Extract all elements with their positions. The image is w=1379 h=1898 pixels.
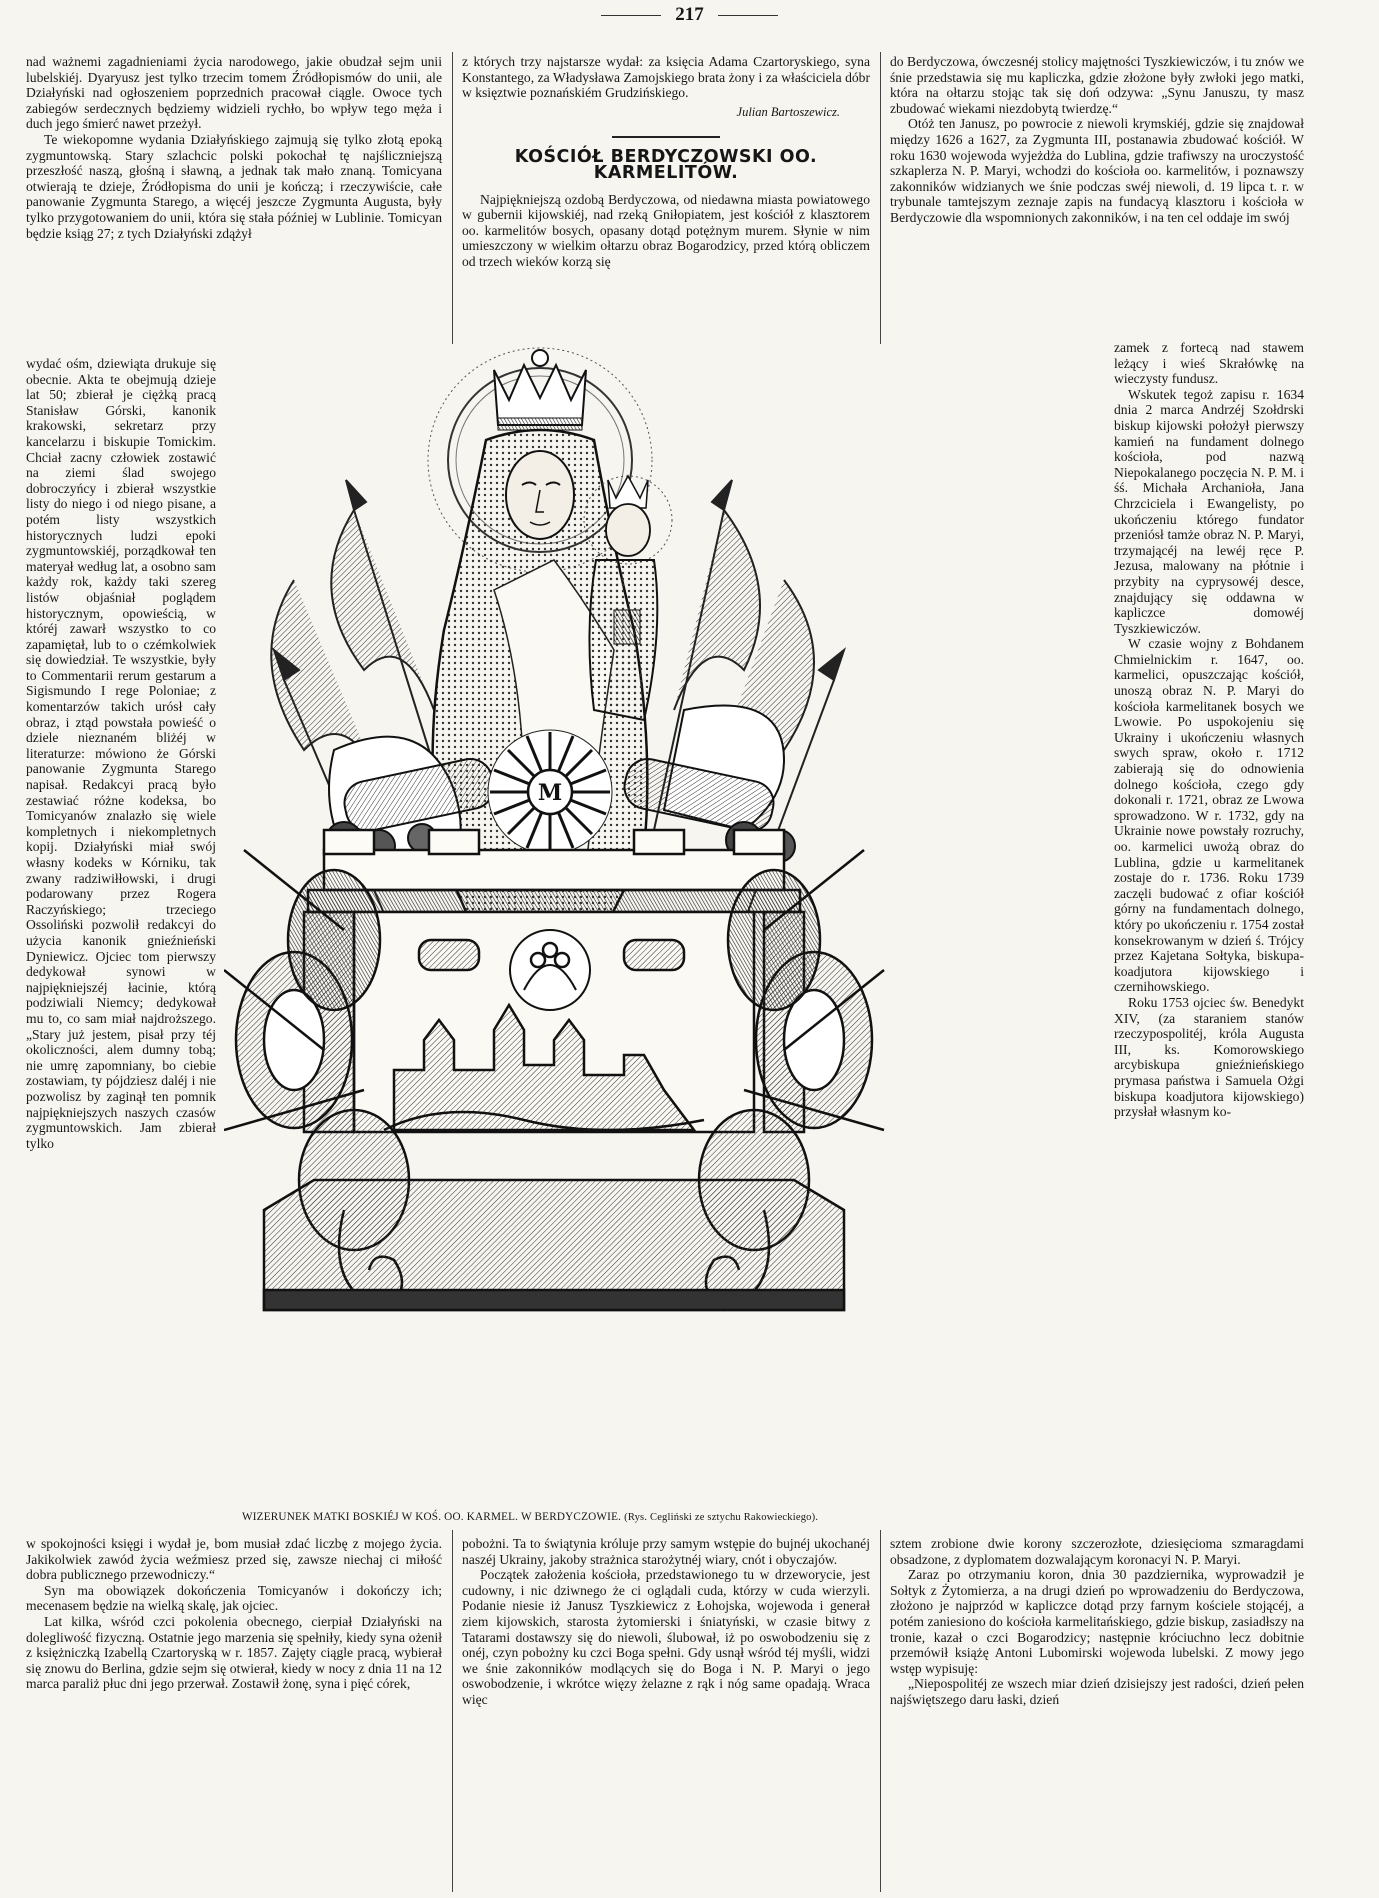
paragraph: Lat kilka, wśród czci pokolenia obecnego, cierpiał Działyński na dolegliwość fizyczną. Ostatnie jego marzenia się spełniły, kiedy syna ożenił z księżniczką Izabellą Czartoryską w r. 1857. Zajęty ciągle pracą, wybierał się znowu do Berlina, gdzie sejm się otwierał, kiedy w nocy z dnia 11 na 12 marca paraliż płuc dni jego przerwał. Zostawił żonę, syna i pięć córek, [26, 1613, 442, 1692]
engraving-madonna-berdyczow [224, 330, 1108, 1498]
section-title: KOŚCIÓŁ BERDYCZOWSKI OO. KARMELITÓW. [514, 147, 818, 183]
column-1-top [26, 54, 442, 241]
paragraph: Początek założenia kościoła, przedstawionego tu w drzeworycie, jest cudowny, i nic dziwnego że ci oglądali cuda, którzy w cuda wierzyli. Podanie niesie iż Janusz Tyszkiewicz z Łohojska, wojewoda i generał ziem kijowskich, starosta żytomierski i śniatyński, w czasie bitwy z Tatarami dostawszy się do niewoli, ślubował, iż po oswobodzeniu się z onéj, czyn pobożny ku czci Boga spełni. Gdy usnął wśród téj myśli, widzi we śnie zakonników modlących się do Boga i N. P. Maryi o jego oswobodzenie, i wkrótce więzy żelazne z rąk i nóg same opadają. Wraca więc [462, 1567, 870, 1707]
paragraph: Roku 1753 ojciec św. Benedykt XIV, (za staraniem stanów rzeczypospolitéj, króla Augusta III, ks. Komorowskiego arcybiskupa gnieźnieńskiego prymasa państwa i Samuela Ożgi biskupa koadjutora kijowskiego) przysłał własnym ko- [1114, 994, 1304, 1120]
column-3-bottom [890, 1536, 1304, 1708]
paragraph: nad ważnemi zagadnieniami życia narodowego, jakie obudzał sejm unii lubelskiéj. Dyaryusz jest tylko trzecim tomem Źródłopismów do unii, ale Działyński nad ogłoszeniem poprzednich pracował ciągle. Owoce tych zabiegów serdecznych będziemy widzieli rychło, bo wpływ tego męża i duch jego śmierć nawet przeżył. [26, 54, 442, 132]
svg-text:M: M [537, 780, 563, 806]
paragraph: W czasie wojny z Bohdanem Chmielnickim r. 1647, oo. karmelici, opuszczając kościół, unoszą obraz N. P. Maryi do kościoła karmelitanek bosych we Lwowie. Po uspokojeniu się Ukrainy i ukończeniu własnych swych spraw, około r. 1712 zabierają się do odnowienia dolnego kościoła, czego gdy dokonali r. 1721, obraz ze Lwowa sprowadzono. W r. 1732, gdy na Ukrainie nowe powstały rozruchy, oo. karmelici uwożą obraz do Lublina, gdzie u karmelitanek zostaje do r. 1736. Roku 1739 zaczęli budować z ofiar kościół górny na fundamentach dolnego, który po ukończeniu r. 1754 został konsekrowanym w dzień ś. Trójcy przez Kajetana Sołtyka, biskupa-koadjutora kijowskiego i czernihowskiego. [1114, 636, 1304, 995]
column-1-bottom [26, 1536, 442, 1692]
illustration-caption [242, 1511, 818, 1523]
paragraph: Zaraz po otrzymaniu koron, dnia 30 pazdziernika, wyprowadził je Sołtyk z Żytomierza, a na drugi dzień po wprowadzeniu do Berdyczowa, złożono je najprzód w kapliczce dotąd przy farnym kościele stojącéj, a potém zaniesiono do kościoła karmelitańskiego, gdzie biskup, zasiadłszy na tronie, kazał o czci Bogarodzicy; następnie króciuchno lecz dobitnie przemówił książę Antoni Lubomirski wojewoda lubelski. Z mowy jego wstęp wypisuję: [890, 1567, 1304, 1676]
column-rule-1-top [452, 52, 453, 344]
paragraph: Najpiękniejszą ozdobą Berdyczowa, od niedawna miasta powiatowego w gubernii kijowskiéj, nad rzeką Gniłopiatem, jest kościół z klasztorem oo. karmelitów bosych, opasany dotąd potężnym murem. Słynie w nim umieszczony w wielkim ołtarzu obraz Bogarodzicy, przed którą obliczem od trzech wieków korzą się [462, 191, 870, 269]
base-plinth [264, 1180, 844, 1310]
page-number: 217 [0, 4, 1379, 26]
paragraph: sztem zrobione dwie korony szczerozłote, dziesięcioma szmaragdami obsadzone, z dyplomatem dozwalającym koronacyi N. P. Maryi. [890, 1536, 1304, 1567]
paragraph: Wskutek tegoż zapisu r. 1634 dnia 2 marca Andrzéj Szołdrski biskup kijowski położył pierwszy kamień na fundament dolnego kościoła, pod nazwą Niepokalanego poczęcia N. P. M. i śś. Michała Archanioła, Jana Chrzciciela i Ewangelisty, po ukończeniu którego fundator przeniósł tamże obraz N. P. Maryi, trzymającéj na lewéj ręce P. Jezusa, malowany na płótnie i przybity na cyprysowéj desce, znajdujący się oddawna w kapliczce domowéj Tyszkiewiczów. [1114, 386, 1304, 636]
paragraph: do Berdyczowa, ówczesnéj stolicy majętności Tyszkiewiczów, i tu znów we śnie przedstawia się mu kapliczka, gdzie złożone były zwłoki jego matki, która na ołtarzu stojąc tak się doń odzywa: „Synu Januszu, ty masz zbudować wiekami niezdobytą twierdzę.“ [890, 54, 1304, 116]
column-2-bottom [462, 1536, 870, 1708]
column-rule-2-bottom [880, 1530, 881, 1892]
column-rule-1-bottom [452, 1530, 453, 1892]
column-3-top [890, 54, 1304, 226]
paragraph: w spokojności księgi i wydał je, bom musiał zdać liczbę z mojego życia. Jakikolwiek zawód życia weźmiesz przed się, zawsze niechaj ci miłość dobra publicznego przewodniczy.“ [26, 1536, 442, 1583]
section-divider [612, 136, 720, 138]
caption-credit: (Rys. Cegliński ze sztychu Rakowieckiego). [624, 1512, 819, 1523]
caption-title: WIZERUNEK MATKI BOSKIÉJ W KOŚ. OO. KARMEL. W BERDYCZOWIE. [242, 1511, 622, 1523]
author-signature: Julian Bartoszewicz. [736, 104, 840, 119]
sunburst-monogram [488, 730, 612, 854]
paragraph: pobożni. Ta to świątynia króluje przy samym wstępie do bujnéj ukochanéj naszéj Ukrainy, jakoby strażnica starożytnéj wiary, cnót i obyczajów. [462, 1536, 870, 1567]
paragraph: zamek z fortecą nad stawem leżący i wieś Skrałówkę na wieczysty fundusz. [1114, 340, 1304, 387]
paragraph: „Niepospolitéj ze wszech miar dzień dzisiejszy jest radości, dzień pełen najświętszego daru łaski, dzień [890, 1676, 1304, 1707]
column-1-narrow [26, 356, 216, 1151]
paragraph: Syn ma obowiązek dokończenia Tomicyanów i dokończy ich; mecenasem będzie na wielką skalę, jak ojciec. [26, 1582, 442, 1614]
paragraph: Otóż ten Janusz, po powrocie z niewoli krymskiéj, gdzie się znajdował między 1626 a 1627, za Zygmunta III, postanawia zbudować kościół. W roku 1630 wojewoda wyjeżdża do Lublina, gdzie trafiwszy na uroczystość szkaplerza N. P. Maryi, wchodzi do kościoła oo. karmelitów, i poznawszy zakonników widzianych we śnie podczas swéj niewoli, d. 19 lipca t. r. w trybunale tamtejszym zeznaje zapis na fundacyą klasztoru i kościoła w Berdyczowie dla wspomnionych zakonników, i na ten cel oddaje im swój [890, 116, 1304, 225]
paragraph: wydać ośm, dziewiąta drukuje się obecnie. Akta te obejmują dzieje lat 50; zbierał je ciężką pracą Stanisław Górski, kanonik krakowski, sekretarz przy kancelarzu i biskupie Tomickim. Chciał zacny człowiek zostawić na ziemi ślad swojego dobroczyńcy i zbierał wszystkie listy do niego i od niego pisane, a potém listy wszystkich historycznych ludzi epoki zygmuntowskiéj, porządkował ten materyał według lat, a osobno sam każdy rok, każdy taki szereg listów objaśniał poglądem historycznym, opowieścią, w któréj zawarł wszystko to co zapamiętał, lub to o czémkolwiek się dowiedział. Te wszystkie, były to Commentarii rerum gestarum a Sigismundo I rege Poloniae; z komentarzów takich urósł cały obraz, i ztąd powstała powieść o dziele nieznaném bliżéj w literaturze: mówiono że Górski panowanie Zygmunta Starego napisał. Redakcyi pracą było zestawiać różne kodeksa, bo Tomicyanów znalazło się wiele kompletnych i niekompletnych kopij. Działyński miał swój własny kodeks w Kórniku, tak zwany radziwiłłowski, i drugi podarowany przez Rogera Raczyńskiego; trzeciego Ossoliński pozwolił redakcyi do użycia kanonik gnieźnieński Dyniewicz. Ojciec tom pierwszy dedykował synowi w najpiękniejszéj łacinie, którą podziwiali Niemcy; dedykował mu to, co sam miał najdroższego. „Stary już jestem, pisał przy téj okoliczności, alem dumny tobą; nie umrę zapomniany, bo ciebie zostawiam, ty pójdziesz daléj i nie pozwolisz by zaginął ten pomnik najpiękniejszych naszych czasów zygmuntowskich. Jam zbierał tylko [26, 356, 216, 1151]
paragraph: Te wiekopomne wydania Działyńskiego zajmują się tylko złotą epoką zygmuntowską. Stary szlachcic polski pokochał tę najśliczniejszą przeszłość naszą, głośną i sławną, a jednak tak mało znaną. Tomicyana otwierają te dzieje, Źródłopisma do unii je kończą; i rzeczywiście, całe panowanie Zygmunta Starego, a więcéj jeszcze Zygmunta Augusta, były tylko przygotowaniem do unii, która się stała później w Lublinie. Tomicyan będzie ksiąg 27; z tych Działyński zdążył [26, 131, 442, 241]
column-3-narrow [1114, 340, 1304, 1120]
column-rule-2-top [880, 52, 881, 344]
column-2-top [462, 54, 870, 270]
paragraph: z których trzy najstarsze wydał: za księcia Adama Czartoryskiego, syna Konstantego, za Władysława Zamojskiego brata żony i za właściciela dóbr w księztwie poznańskiém Grudzińskiego. [462, 54, 870, 101]
